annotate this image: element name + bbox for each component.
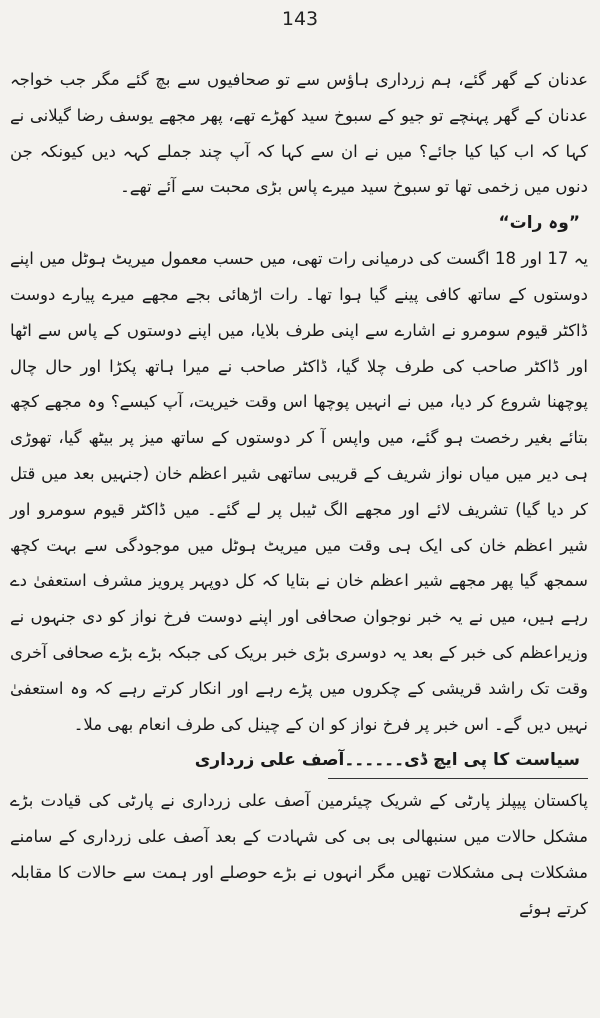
paragraph-that-night: یہ 17 اور 18 اگست کی درمیانی رات تھی، میں حسب معمول میریٹ ہوٹل میں اپنے دوستوں کے ساتھ کافی پینے گیا ہوا تھا۔ رات اڑھائی بجے مجھے میرے پیارے دوست ڈاکٹر قیوم سومرو نے اشارے سے اپنی طرف بلایا، میں اپنے دوستوں کے پاس سے اٹھا اور ڈاکٹر صاحب کی طرف چلا گیا، ڈاکٹر صاحب نے میرا ہاتھ پکڑا اور حال چال پوچھنا شروع کر دیا، میں نے انہیں پوچھا اس وقت خیریت، آپ کیسے؟ وہ مجھے کچھ بتائے بغیر رخصت ہو گئے، میں واپس آ کر دوستوں کے ساتھ میز پر بیٹھ گیا، تھوڑی ہی دیر میں میاں نواز شریف کے قریبی ساتھی شیر اعظم خان (جنہیں بعد میں قتل کر دیا گیا) تشریف لائے اور مجھے الگ ٹیبل پر لے گئے۔ میں ڈاکٹر قیوم سومرو اور شیر اعظم خان کی ایک ہی وقت میں میریٹ ہوٹل میں موجودگی سے بہت کچھ سمجھ گیا پھر مجھے شیر اعظم خان نے بتایا کہ کل دوپہر پرویز مشرف استعفیٰ دے رہے ہیں، میں نے یہ خبر نوجوان صحافی اور اپنے دوست فرخ نواز کو دی جنہوں نے وزیراعظم کی خبر کے بعد یہ دوسری بڑی خبر بریک کی جبکہ بڑے بڑے صحافی آخری وقت تک راشد قریشی کے چکروں میں پڑے رہے اور انکار کرتے رہے کہ وہ استعفیٰ نہیں دیں گے۔ اس خبر پر فرخ نواز کو ان کے چینل کی طرف انعام بھی ملا۔: [10, 249, 588, 734]
section-heading-zardari: سیاست کا پی ایچ ڈی۔۔۔۔۔۔آصف علی زرداری: [194, 750, 580, 771]
paragraph-zardari: پاکستان پیپلز پارٹی کے شریک چیئرمین آصف علی زرداری نے پارٹی کی قیادت بڑے مشکل حالات میں سنبھالی بی بی کی شہادت کے بعد آصف علی زرداری کے سامنے مشکلات ہی مشکلات تھیں مگر انہوں نے بڑے حوصلے اور ہمت سے حالات کا مقابلہ کرتے ہوئے: [10, 791, 588, 918]
page-number: 143: [281, 8, 319, 30]
page-body: [10, 62, 588, 927]
paragraph-intro: عدنان کے گھر گئے، ہم زرداری ہاؤس سے تو صحافیوں سے بچ گئے مگر جب خواجہ عدنان کے گھر پہنچے تو جیو کے سبوخ سید کھڑے تھے، پھر مجھے یوسف رضا گیلانی نے کہا کہ اب کیا کیا جائے؟ میں نے ان سے کہا کہ آپ چند جملے کہہ دیں کیونکہ جن دنوں میں زخمی تھا تو سبوخ سید میرے پاس بڑی محبت سے آئے تھے۔: [10, 70, 588, 197]
section-heading-that-night: ”وہ رات“: [498, 213, 580, 234]
